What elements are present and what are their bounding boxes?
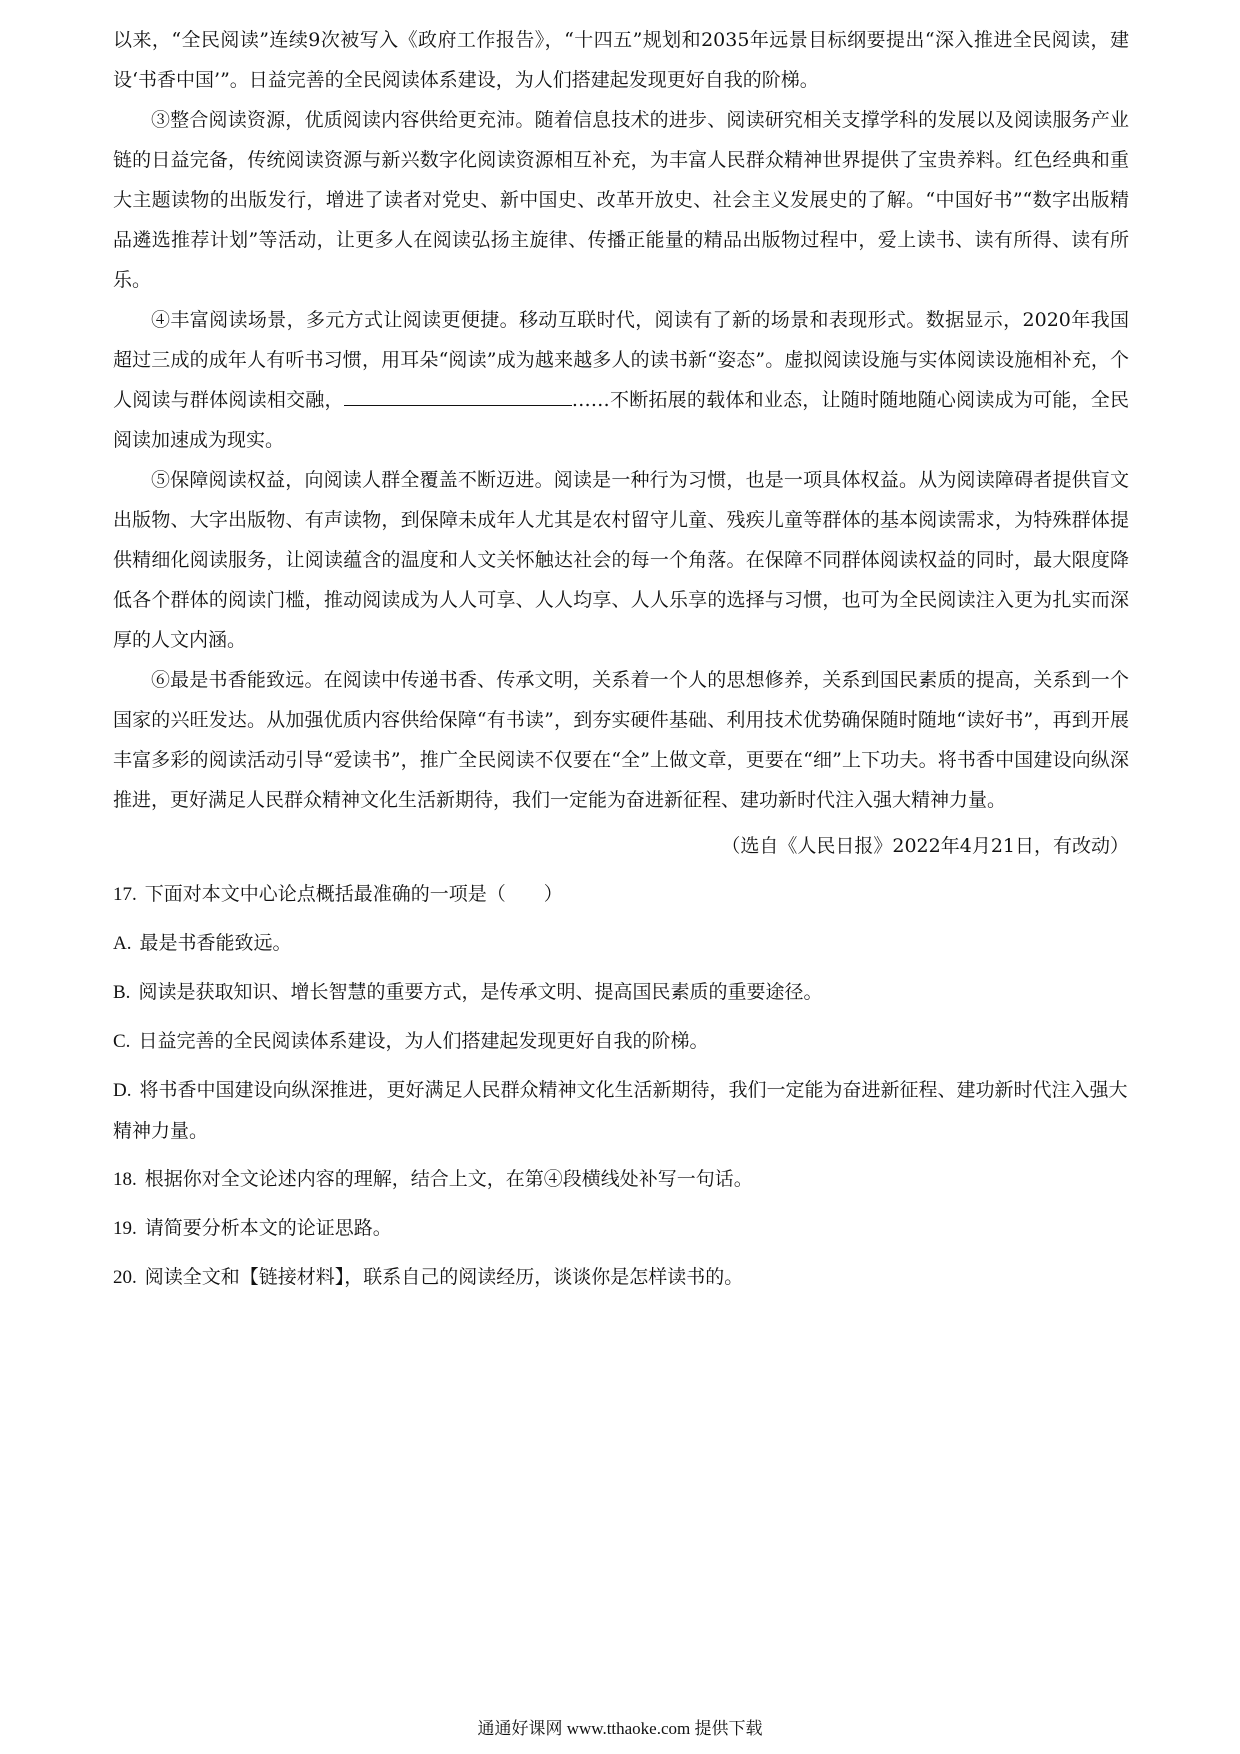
page-footer: 通通好课网 www.tthaoke.com 提供下载 [477,1719,763,1738]
question-number: 20. [113,1267,137,1288]
option-label: C. [113,1031,131,1052]
question-number: 19. [113,1218,137,1239]
paragraph-5: ⑤保障阅读权益，向阅读人群全覆盖不断迈进。阅读是一种行为习惯，也是一项具体权益。从为阅读障碍者提供盲文出版物、大字出版物、有声读物，到保障未成年人尤其是农村留守儿童、残疾儿童等群体的基本阅读需求，为特殊群体提供精细化阅读服务，让阅读蕴含的温度和人文关怀触达社会的每一个角落。在保障不同群体阅读权益的同时，最大限度降低各个群体的阅读门槛，推动阅读成为人人可享、人人均享、人人乐享的选择与习惯，也可为全民阅读注入更为扎实而深厚的人文内涵。 [113,469,1129,651]
option-text: 日益完善的全民阅读体系建设，为人们搭建起发现更好自我的阶梯。 [138,1030,709,1052]
option-label: A. [113,933,132,954]
option-c[interactable] [113,1021,1129,1062]
question-text: 根据你对全文论述内容的理解，结合上文，在第④段横线处补写一句话。 [144,1168,753,1190]
option-text: 将书香中国建设向纵深推进，更好满足人民群众精神文化生活新期待，我们一定能为奋进新征程、建功新时代注入强大精神力量。 [113,1079,1128,1142]
source-citation: （选自《人民日报》2022年4月21日，有改动） [721,835,1129,857]
question-18 [113,1159,1129,1200]
question-17 [113,874,1129,915]
paragraph-6: ⑥最是书香能致远。在阅读中传递书香、传承文明，关系着一个人的思想修养，关系到国民素质的提高，关系到一个国家的兴旺发达。从加强优质内容供给保障“有书读”，到夯实硬件基础、利用技术优势确保随时随地“读好书”，再到开展丰富多彩的阅读活动引导“爱读书”，推广全民阅读不仅要在“全”上做文章，更要在“细”上下功夫。将书香中国建设向纵深推进，更好满足人民群众精神文化生活新期待，我们一定能为奋进新征程、建功新时代注入强大精神力量。 [113,669,1129,811]
question-text: 阅读全文和【链接材料】，联系自己的阅读经历，谈谈你是怎样读书的。 [144,1266,744,1288]
paragraph-4 [113,300,1129,460]
option-d[interactable] [113,1070,1129,1151]
question-20 [113,1257,1129,1298]
paragraph-4-after: ……不断拓展的载体和业态，让随时随地随心阅读成为可能，全民阅读加速成为现实。 [113,389,1129,451]
question-number: 17. [113,884,137,905]
question-number: 18. [113,1169,137,1190]
option-a[interactable] [113,923,1129,964]
fill-in-blank[interactable] [344,385,572,406]
question-text: 下面对本文中心论点概括最准确的一项是（ ） [144,883,563,905]
article-body [113,20,1129,1306]
paragraph-intro: 以来，“全民阅读”连续9次被写入《政府工作报告》，“十四五”规划和2035年远景目标纲要提出“深入推进全民阅读，建设‘书香中国’”。日益完善的全民阅读体系建设，为人们搭建起发现更好自我的阶梯。 [113,29,1129,91]
option-text: 最是书香能致远。 [139,932,292,954]
paragraph-4-before: ④丰富阅读场景，多元方式让阅读更便捷。移动互联时代，阅读有了新的场景和表现形式。数据显示，2020年我国超过三成的成年人有听书习惯，用耳朵“阅读”成为越来越多人的读书新“姿态”。虚拟阅读设施与实体阅读设施相补充，个人阅读与群体阅读相交融， [113,309,1129,411]
option-text: 阅读是获取知识、增长智慧的重要方式，是传承文明、提高国民素质的重要途径。 [138,981,823,1003]
question-text: 请简要分析本文的论证思路。 [144,1217,392,1239]
option-label: B. [113,982,131,1003]
paragraph-3: ③整合阅读资源，优质阅读内容供给更充沛。随着信息技术的进步、阅读研究相关支撑学科的发展以及阅读服务产业链的日益完备，传统阅读资源与新兴数字化阅读资源相互补充，为丰富人民群众精神世界提供了宝贵养料。红色经典和重大主题读物的出版发行，增进了读者对党史、新中国史、改革开放史、社会主义发展史的了解。“中国好书”“数字出版精品遴选推荐计划”等活动，让更多人在阅读弘扬主旋律、传播正能量的精品出版物过程中，爱上读书、读有所得、读有所乐。 [113,109,1129,291]
option-label: D. [113,1080,132,1101]
question-19 [113,1208,1129,1249]
option-b[interactable] [113,972,1129,1013]
